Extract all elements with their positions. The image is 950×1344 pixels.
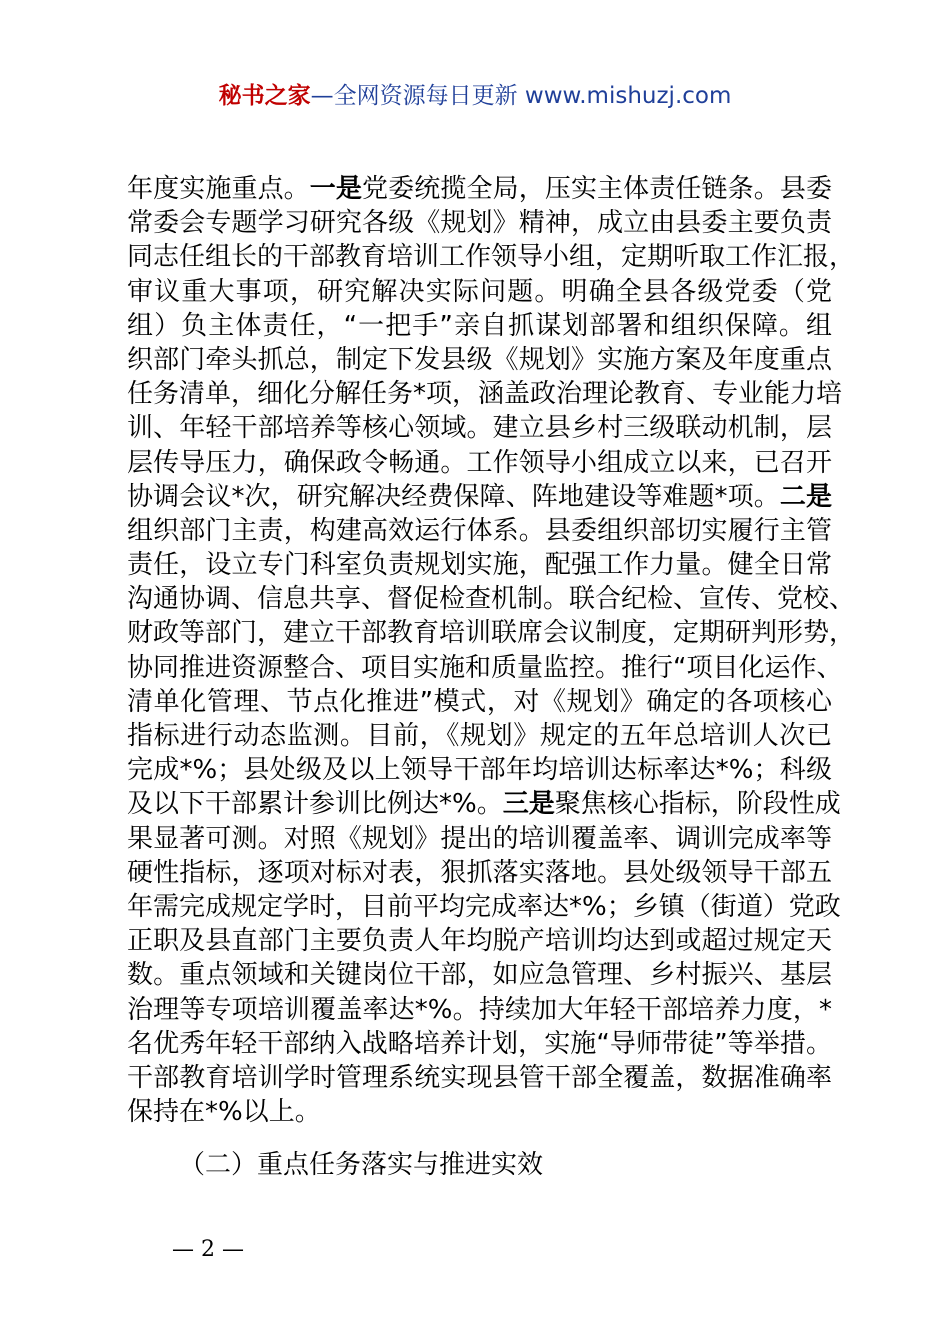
section-subheading: （二）重点任务落实与推进实效 bbox=[179, 1150, 544, 1180]
body-line: 责任，设立专门科室负责规划实施，配强工作力量。健全日常 bbox=[127, 550, 832, 581]
body-line: 层传导压力，确保政令畅通。工作领导小组成立以来，已召开 bbox=[127, 447, 832, 478]
body-line: 织部门牵头抓总，制定下发县级《规划》实施方案及年度重点 bbox=[127, 344, 832, 375]
header-tagline-url: —全网资源每日更新 www.mishuzj.com bbox=[310, 83, 732, 109]
body-line: 任务清单，细化分解任务*项，涵盖政治理论教育、专业能力培 bbox=[127, 379, 843, 410]
body-line: 协调会议*次，研究解决经费保障、阵地建设等难题*项。二是 bbox=[127, 481, 832, 512]
body-line: 财政等部门，建立干部教育培训联席会议制度，定期研判形势， bbox=[127, 618, 856, 649]
body-line: 组）负主体责任，“一把手”亲自抓谋划部署和组织保障。组 bbox=[127, 310, 832, 341]
site-header bbox=[0, 80, 950, 112]
body-line: 常委会专题学习研究各级《规划》精神，成立由县委主要负责 bbox=[127, 208, 832, 239]
body-line: 治理等专项培训覆盖率达*%。持续加大年轻干部培养力度，* bbox=[127, 994, 832, 1025]
body-paragraph bbox=[127, 172, 856, 1129]
body-line: 年度实施重点。一是党委统揽全局，压实主体责任链条。县委 bbox=[127, 174, 832, 204]
body-line: 审议重大事项，研究解决实际问题。明确全县各级党委（党 bbox=[127, 276, 832, 307]
body-line-last: 保持在*%以上。 bbox=[127, 1097, 321, 1128]
body-line: 及以下干部累计参训比例达*%。三是聚焦核心指标，阶段性成 bbox=[127, 789, 841, 820]
body-line: 同志任组长的干部教育培训工作领导小组，定期听取工作汇报， bbox=[127, 242, 856, 273]
body-line: 名优秀年轻干部纳入战略培养计划，实施“导师带徒”等举措。 bbox=[127, 1028, 832, 1059]
body-line: 沟通协调、信息共享、督促检查机制。联合纪检、宣传、党校、 bbox=[127, 584, 856, 615]
body-line: 指标进行动态监测。目前，《规划》规定的五年总培训人次已 bbox=[127, 721, 832, 751]
body-line: 协同推进资源整合、项目实施和质量监控。推行“项目化运作、 bbox=[127, 652, 843, 683]
body-line: 完成*%；县处级及以上领导干部年均培训达标率达*%；科级 bbox=[127, 755, 832, 786]
body-line: 训、年轻干部培养等核心领域。建立县乡村三级联动机制，层 bbox=[127, 413, 832, 444]
body-line: 数。重点领域和关键岗位干部，如应急管理、乡村振兴、基层 bbox=[127, 960, 832, 991]
body-line: 干部教育培训学时管理系统实现县管干部全覆盖，数据准确率 bbox=[127, 1062, 832, 1093]
body-line: 年需完成规定学时，目前平均完成率达*%；乡镇（街道）党政 bbox=[127, 891, 841, 922]
body-line: 正职及县直部门主要负责人年均脱产培训均达到或超过规定天 bbox=[127, 926, 832, 957]
body-line: 清单化管理、节点化推进”模式，对《规划》确定的各项核心 bbox=[127, 686, 832, 717]
body-line: 果显著可测。对照《规划》提出的培训覆盖率、调训完成率等 bbox=[127, 823, 832, 854]
header-brand: 秘书之家 bbox=[218, 83, 311, 109]
body-line: 组织部门主责，构建高效运行体系。县委组织部切实履行主管 bbox=[127, 515, 832, 546]
page-number: — 2 — bbox=[172, 1237, 244, 1262]
body-line: 硬性指标，逐项对标对表，狠抓落实落地。县处级领导干部五 bbox=[127, 857, 832, 888]
